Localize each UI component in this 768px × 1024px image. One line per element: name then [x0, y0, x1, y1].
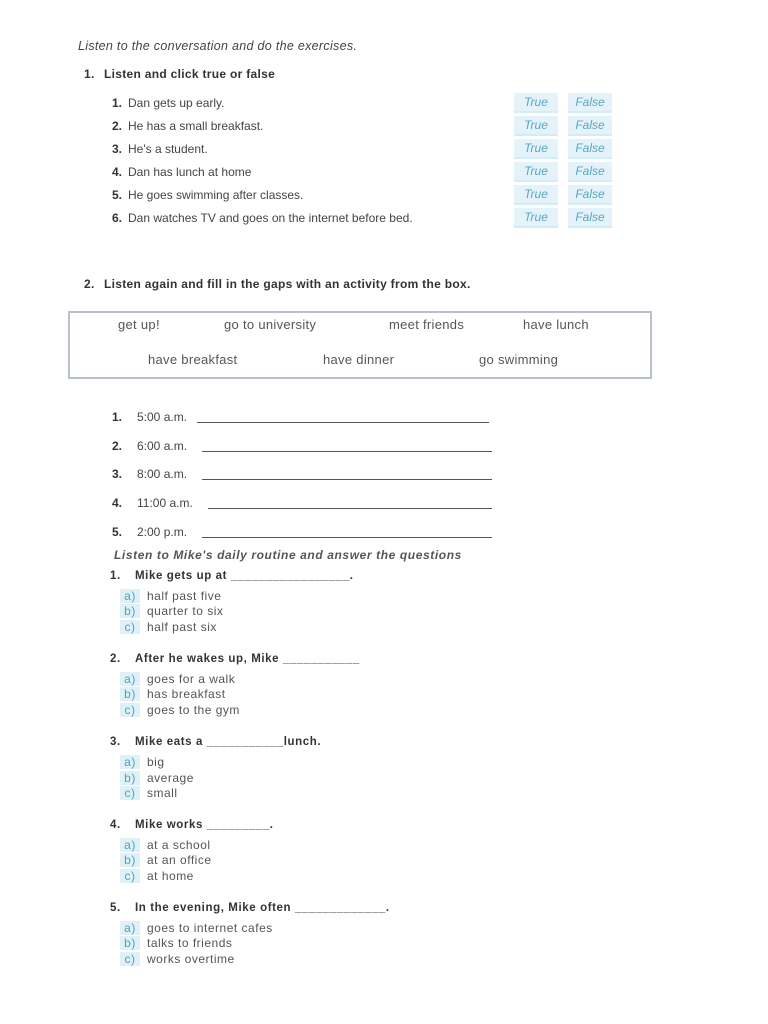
gap-item [112, 496, 512, 514]
gap-number: 3. [112, 467, 123, 481]
true-button[interactable]: True [514, 208, 558, 228]
word-box-item: go swimming [479, 352, 559, 367]
question [110, 736, 321, 748]
option-letter[interactable]: c) [120, 952, 140, 966]
true-false-item [112, 96, 632, 116]
option-letter[interactable]: b) [120, 771, 140, 785]
option-text: has breakfast [147, 687, 226, 701]
gap-item [112, 525, 512, 543]
option-letter[interactable]: c) [120, 620, 140, 634]
answer-blank[interactable] [208, 508, 492, 509]
true-button[interactable]: True [514, 116, 558, 136]
option-text: at a school [147, 838, 211, 852]
option-letter[interactable]: a) [120, 589, 140, 603]
option-text: at home [147, 869, 194, 883]
question [110, 902, 390, 914]
item-number: 2. [112, 119, 123, 133]
gap-number: 2. [112, 439, 123, 453]
item-text: He has a small breakfast. [128, 119, 264, 133]
option-text: at an office [147, 853, 212, 867]
false-button[interactable]: False [568, 93, 612, 113]
word-box-item: have lunch [523, 317, 589, 332]
option-text: big [147, 755, 165, 769]
answer-option[interactable] [120, 604, 223, 619]
question-text: In the evening, Mike often _____________. [135, 902, 390, 914]
gap-number: 4. [112, 496, 123, 510]
option-letter[interactable]: a) [120, 755, 140, 769]
option-letter[interactable]: a) [120, 838, 140, 852]
option-text: talks to friends [147, 936, 233, 950]
question-text: After he wakes up, Mike ___________ [135, 653, 360, 665]
question [110, 570, 354, 582]
question-number: 2. [110, 653, 121, 665]
false-button[interactable]: False [568, 139, 612, 159]
gap-item [112, 410, 512, 428]
answer-option[interactable] [120, 936, 232, 951]
option-letter[interactable]: a) [120, 921, 140, 935]
option-text: quarter to six [147, 604, 224, 618]
false-button[interactable]: False [568, 116, 612, 136]
answer-option[interactable] [120, 853, 212, 868]
question-text: Mike eats a ___________lunch. [135, 736, 322, 748]
word-box-item: have dinner [323, 352, 395, 367]
answer-option[interactable] [120, 755, 165, 770]
answer-option[interactable] [120, 921, 273, 936]
answer-option[interactable] [120, 672, 235, 687]
item-number: 1. [112, 96, 123, 110]
answer-option[interactable] [120, 838, 211, 853]
option-text: half past six [147, 620, 217, 634]
option-text: small [147, 786, 178, 800]
answer-blank[interactable] [202, 451, 492, 452]
option-letter[interactable]: b) [120, 604, 140, 618]
false-button[interactable]: False [568, 162, 612, 182]
item-number: 5. [112, 188, 123, 202]
section2-title-text: Listen again and fill in the gaps with an activity from the box. [104, 277, 471, 291]
true-false-item [112, 119, 632, 139]
true-false-item [112, 165, 632, 185]
answer-blank[interactable] [202, 537, 492, 538]
option-letter[interactable]: b) [120, 936, 140, 950]
question [110, 653, 360, 665]
gap-item [112, 467, 512, 485]
gap-time: 2:00 p.m. [137, 525, 188, 539]
item-text: He goes swimming after classes. [128, 188, 304, 202]
option-text: half past five [147, 589, 222, 603]
item-text: Dan watches TV and goes on the internet before bed. [128, 211, 413, 225]
true-button[interactable]: True [514, 185, 558, 205]
section1-number: 1. [84, 67, 95, 81]
word-box-item: have breakfast [148, 352, 238, 367]
section1-title [84, 67, 275, 81]
item-text: Dan has lunch at home [128, 165, 252, 179]
gap-number: 1. [112, 410, 123, 424]
question [110, 819, 274, 831]
section1-title-text: Listen and click true or false [104, 67, 276, 81]
option-text: goes for a walk [147, 672, 236, 686]
gap-time: 5:00 a.m. [137, 410, 188, 424]
answer-option[interactable] [120, 786, 178, 801]
gap-time: 8:00 a.m. [137, 467, 188, 481]
item-number: 4. [112, 165, 123, 179]
answer-option[interactable] [120, 620, 217, 635]
option-letter[interactable]: a) [120, 672, 140, 686]
answer-option[interactable] [120, 703, 240, 718]
option-text: goes to internet cafes [147, 921, 273, 935]
word-box-item: meet friends [389, 317, 465, 332]
option-text: goes to the gym [147, 703, 240, 717]
true-button[interactable]: True [514, 162, 558, 182]
answer-option[interactable] [120, 687, 226, 702]
option-text: average [147, 771, 194, 785]
answer-option[interactable] [120, 589, 221, 604]
answer-option[interactable] [120, 952, 235, 967]
answer-blank[interactable] [202, 479, 492, 480]
word-box [68, 311, 652, 379]
item-text: Dan gets up early. [128, 96, 225, 110]
question-number: 3. [110, 736, 121, 748]
true-false-item [112, 188, 632, 208]
question-text: Mike works _________. [135, 819, 274, 831]
option-letter[interactable]: c) [120, 703, 140, 717]
word-box-item: get up! [118, 317, 160, 332]
true-button[interactable]: True [514, 93, 558, 113]
gap-item [112, 439, 512, 457]
answer-blank[interactable] [197, 422, 489, 423]
gap-number: 5. [112, 525, 123, 539]
question-number: 5. [110, 902, 121, 914]
option-text: works overtime [147, 952, 235, 966]
instructions-heading: Listen to the conversation and do the exercises. [78, 39, 358, 53]
item-text: He's a student. [128, 142, 208, 156]
answer-option[interactable] [120, 771, 194, 786]
section3-title: Listen to Mike's daily routine and answer the questions [114, 548, 462, 562]
option-letter[interactable]: b) [120, 687, 140, 701]
gap-time: 6:00 a.m. [137, 439, 188, 453]
option-letter[interactable]: c) [120, 786, 140, 800]
true-false-item [112, 142, 632, 162]
item-number: 6. [112, 211, 123, 225]
false-button[interactable]: False [568, 185, 612, 205]
question-text: Mike gets up at _________________. [135, 570, 354, 582]
word-box-item: go to university [224, 317, 317, 332]
answer-option[interactable] [120, 869, 194, 884]
section2-title [84, 277, 471, 291]
question-number: 1. [110, 570, 121, 582]
true-false-item [112, 211, 632, 231]
gap-time: 11:00 a.m. [137, 496, 193, 510]
section2-number: 2. [84, 277, 95, 291]
item-number: 3. [112, 142, 123, 156]
option-letter[interactable]: b) [120, 853, 140, 867]
false-button[interactable]: False [568, 208, 612, 228]
question-number: 4. [110, 819, 121, 831]
true-button[interactable]: True [514, 139, 558, 159]
option-letter[interactable]: c) [120, 869, 140, 883]
